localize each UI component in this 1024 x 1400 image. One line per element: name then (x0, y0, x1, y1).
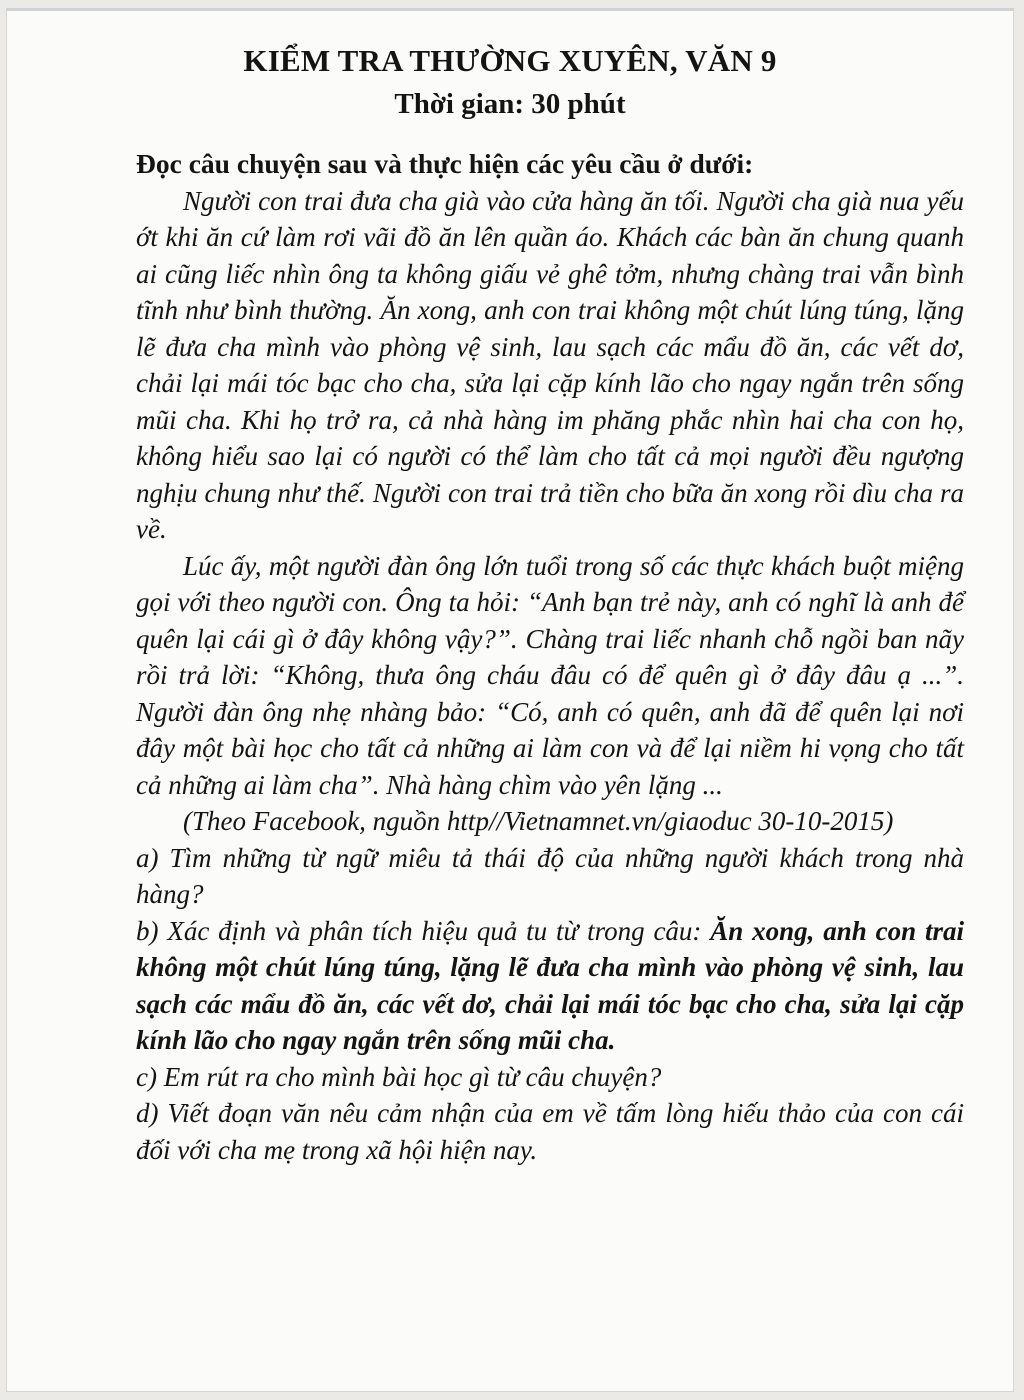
question-b-prefix: b) Xác định và phân tích hiệu quả tu từ trong câu: (136, 915, 711, 946)
question-d: d) Viết đoạn văn nêu cảm nhận của em về tấm lòng hiếu thảo của con cái đối với cha mẹ trong xã hội hiện nay. (136, 1098, 964, 1165)
exam-sheet (6, 8, 1014, 1392)
question-a: a) Tìm những từ ngữ miêu tả thái độ của những người khách trong nhà hàng? (136, 842, 964, 909)
question-b (136, 913, 964, 1059)
instruction: Đọc câu chuyện sau và thực hiện các yêu cầu ở dưới: (136, 148, 754, 179)
story-source: (Theo Facebook, nguồn http//Vietnamnet.vn/giaoduc 30-10-2015) (183, 806, 894, 836)
question-c: c) Em rút ra cho mình bài học gì từ câu chuyện? (136, 1061, 662, 1092)
question-b-quote: Ăn xong, anh con trai không một chút lúng túng, lặng lẽ đưa cha mình vào phòng vệ sinh, lau sạch các mẩu đồ ăn, các vết dơ, chải lại mái tóc bạc cho cha, sửa lại cặp kính lão cho ngay ngắn trên sống mũi cha. (136, 915, 964, 1055)
exam-time: Thời gian: 30 phút (394, 88, 626, 120)
exam-title: KIỂM TRA THƯỜNG XUYÊN, VĂN 9 (243, 43, 777, 78)
story-paragraph-1: Người con trai đưa cha già vào cửa hàng ăn tối. Người cha già nua yếu ớt khi ăn cứ làm rơi vãi đồ ăn lên quần áo. Khách các bàn ăn chung quanh ai cũng liếc nhìn ông ta không giấu vẻ ghê tởm, nhưng chàng trai vẫn bình tĩnh như bình thường. Ăn xong, anh con trai không một chút lúng túng, lặng lẽ đưa cha mình vào phòng vệ sinh, lau sạch các mẩu đồ ăn, các vết dơ, chải lại mái tóc bạc cho cha, sửa lại cặp kính lão cho ngay ngắn trên sống mũi cha. Khi họ trở ra, cả nhà hàng im phăng phắc nhìn hai cha con họ, không hiểu sao lại có người có thể làm cho tất cả mọi người đều ngượng nghịu chung như thế. Người con trai trả tiền cho bữa ăn xong rồi dìu cha ra về. (136, 185, 964, 544)
story-paragraph-2: Lúc ấy, một người đàn ông lớn tuổi trong số các thực khách buột miệng gọi với theo người con. Ông ta hỏi: “Anh bạn trẻ này, anh có nghĩ là anh để quên lại cái gì ở đây không vậy?”. Chàng trai liếc nhanh chỗ ngồi ban nãy rồi trả lời: “Không, thưa ông cháu đâu có để quên gì ở đây đâu ạ ...”. Người đàn ông nhẹ nhàng bảo: “Có, anh có quên, anh đã để quên lại nơi đây một bài học cho tất cả những ai làm con và để lại niềm hi vọng cho tất cả những ai làm cha”. Nhà hàng chìm vào yên lặng ... (136, 550, 964, 800)
exam-body (136, 146, 964, 1168)
